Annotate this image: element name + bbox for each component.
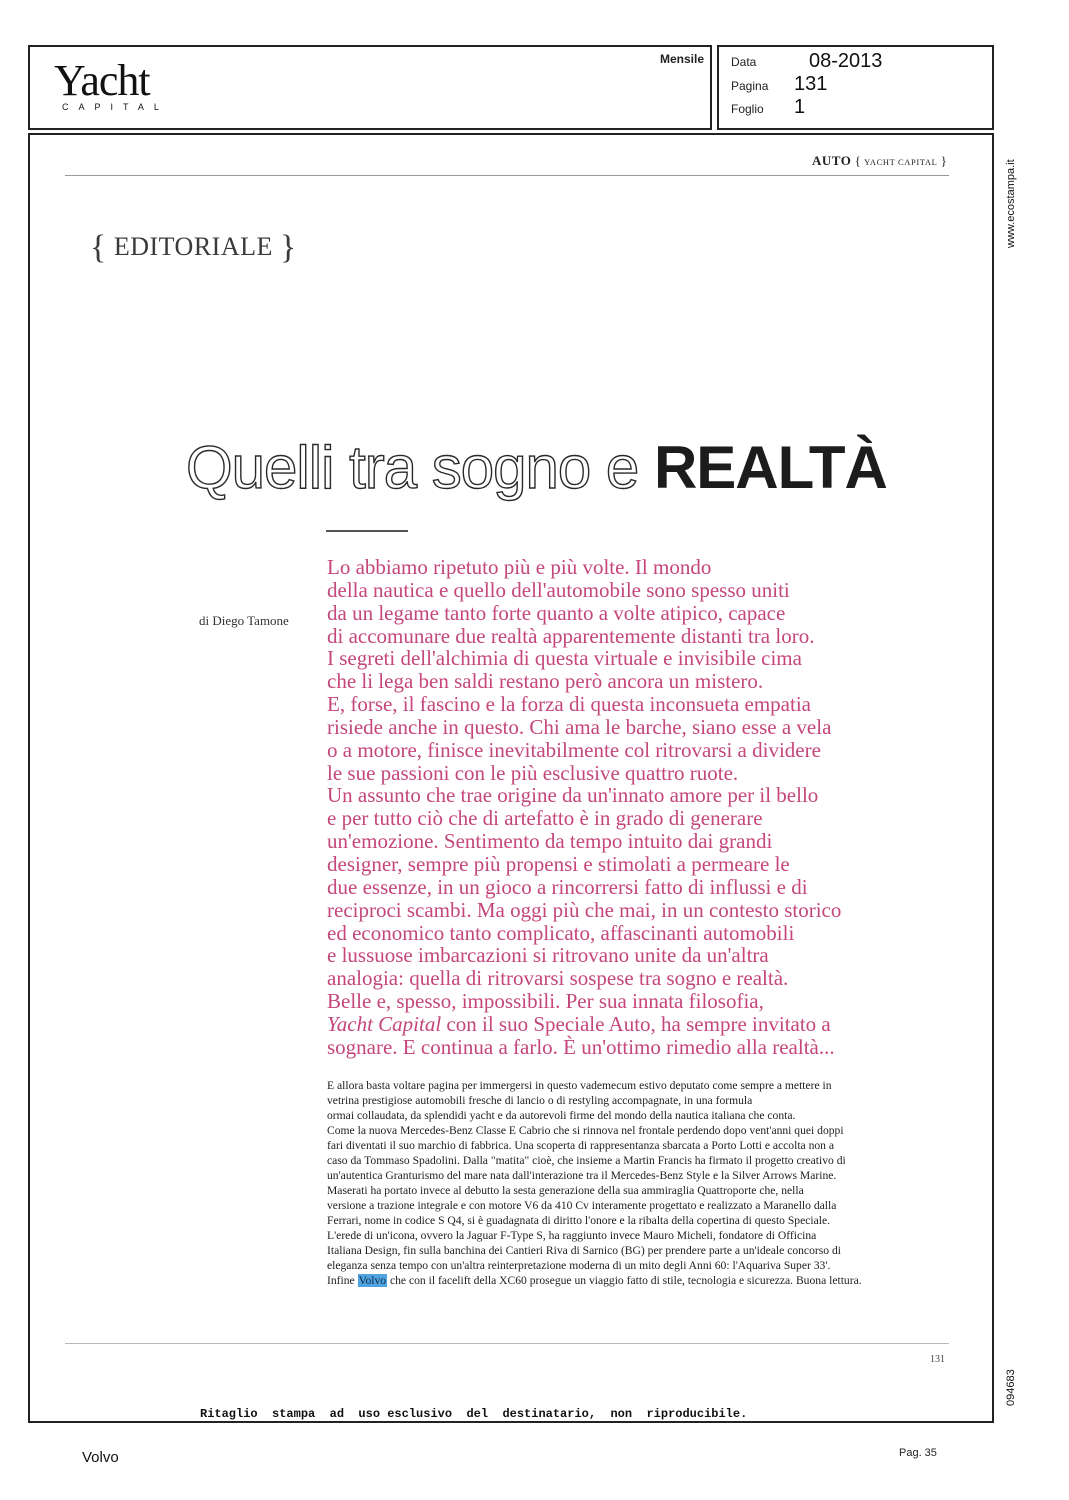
lead-line: reciproci scambi. Ma oggi più che mai, in un contesto storico xyxy=(327,897,842,922)
lead-line: ed economico tanto complicato, affascinanti automobili xyxy=(327,920,795,945)
footer-page-number: Pag. 35 xyxy=(899,1447,937,1459)
headline-light: Quelli tra sogno e xyxy=(186,434,654,501)
lead-paragraph xyxy=(327,556,967,1059)
periodicity-label: Mensile xyxy=(659,52,704,66)
sheet-value: 1 xyxy=(794,96,806,118)
body-line: Come la nuova Mercedes-Benz Classe E Cabrio che si rinnova nel frontale perdendo dopo vent'anni quei doppi xyxy=(327,1124,844,1137)
body-paragraph xyxy=(327,1078,957,1288)
clipping-info xyxy=(717,45,994,130)
side-url-text: www.ecostampa.it xyxy=(1005,159,1017,248)
lead-line: due essenze, in un gioco a rincorrersi fatto di influssi e di xyxy=(327,874,808,899)
publication-logo-subtitle: CAPITAL xyxy=(62,102,169,112)
body-line: L'erede di un'icona, ovvero la Jaguar F-Type S, ha raggiunto invece Mauro Micheli, fondatore di Officina xyxy=(327,1229,817,1242)
lead-line: designer, sempre più propensi e stimolati a permeare le xyxy=(327,851,790,876)
keyword-highlight: Volvo xyxy=(358,1274,387,1287)
lead-line: Belle e, spesso, impossibili. Per sua innata filosofia, xyxy=(327,989,764,1014)
page-label: Pagina xyxy=(731,79,769,93)
lead-line: le sue passioni con le più esclusive quattro ruote. xyxy=(327,760,739,785)
body-line: Ferrari, nome in codice S Q4, si è guadagnata di diritto l'onore e la ribalta della copertina di questo Speciale. xyxy=(327,1214,831,1227)
section-publication: YACHT CAPITAL xyxy=(864,157,938,167)
body-line: fari diventati il suo marchio di fabbrica. Una scoperta di rappresentanza sbarcata a Porto Lotti e accolta non a xyxy=(327,1139,835,1152)
footer-keyword: Volvo xyxy=(82,1449,119,1466)
body-line: versione a trazione integrale e con motore V6 da 410 Cv interamente progettato e realizzato a Maranello dalla xyxy=(327,1199,837,1212)
lead-line: da un legame tanto forte quanto a volte atipico, capace xyxy=(327,600,786,625)
lead-line: I segreti dell'alchimia di questa virtuale e invisibile cima xyxy=(327,646,802,671)
publication-header xyxy=(28,45,712,130)
body-line: caso da Tommaso Spadolini. Dalla "matita" cioè, che insieme a Martin Francis ha firmato il progetto creativo di xyxy=(327,1154,846,1167)
lead-line: Yacht Capital con il suo Speciale Auto, ha sempre invitato a xyxy=(327,1011,831,1036)
body-line: vetrina prestigiose automobili fresche di lancio o di restyling accompagnate, in una formula xyxy=(327,1094,753,1107)
body-line: eleganza senza tempo con un'altra reinterpretazione moderna di un mito degli Anni 60: l'Aquariva Super 33'. xyxy=(327,1259,831,1272)
lead-line: e lussuose imbarcazioni si ritrovano unite da un'altra xyxy=(327,943,769,968)
article-page-number: 131 xyxy=(930,1354,945,1365)
section-name: AUTO xyxy=(812,153,852,168)
publication-logo: Yacht xyxy=(54,56,150,105)
headline xyxy=(186,432,887,504)
date-label: Data xyxy=(731,55,757,69)
lead-line: sognare. E continua a farlo. È un'ottimo rimedio alla realtà... xyxy=(327,1034,835,1059)
body-line: un'autentica Granturismo del mare nata dall'interazione tra il Mercedes-Benz Style e la Silver Arrows Marine. xyxy=(327,1169,837,1182)
byline: di Diego Tamone xyxy=(199,613,289,628)
body-line: Italiana Design, fin sulla banchina dei Cantieri Riva di Sarnico (BG) per prendere parte a un'ideale concorso di xyxy=(327,1244,841,1257)
top-rule xyxy=(65,175,949,176)
lead-line: analogia: quella di ritrovarsi sospese tra sogno e realtà. xyxy=(327,966,789,991)
body-line: E allora basta voltare pagina per immergersi in questo vademecum estivo deputato come sempre a mettere in xyxy=(327,1079,832,1092)
lead-line: della nautica e quello dell'automobile sono spesso uniti xyxy=(327,577,790,602)
body-line: Maserati ha portato invece al debutto la sesta generazione della sua ammiraglia Quattroporte che, nella xyxy=(327,1184,804,1197)
lead-line: che li lega ben saldi restano però ancora un mistero. xyxy=(327,669,764,694)
section-label: AUTO { YACHT CAPITAL } xyxy=(812,153,947,168)
body-line: Infine Volvo che con il facelift della XC60 prosegue un viaggio fatto di stile, tecnologia e sicurezza. Buona lettura. xyxy=(327,1274,862,1287)
reproduction-disclaimer: Ritaglio stampa ad uso esclusivo del destinatario, non riproducibile. xyxy=(200,1407,748,1421)
lead-italic-title: Yacht Capital xyxy=(327,1011,442,1036)
lead-line: risiede anche in questo. Chi ama le barche, siano esse a vela xyxy=(327,714,832,739)
lead-line: Lo abbiamo ripetuto più e più volte. Il mondo xyxy=(327,555,712,579)
lead-line: E, forse, il fascino e la forza di questa inconsueta empatia xyxy=(327,692,811,717)
lead-line: un'emozione. Sentimento da tempo intuito dai grandi xyxy=(327,829,773,854)
lead-line: e per tutto ciò che di artefatto è in grado di generare xyxy=(327,806,763,831)
bottom-rule xyxy=(65,1343,949,1344)
headline-rule xyxy=(326,530,408,532)
kicker: { EDITORIALE } xyxy=(90,229,297,266)
date-value: 08-2013 xyxy=(809,50,883,72)
side-code-text: 094683 xyxy=(1005,1369,1017,1406)
body-line: ormai collaudata, da splendidi yacht e da autorevoli firme del mondo della nautica italiana che conta. xyxy=(327,1109,796,1122)
headline-bold: REALTÀ xyxy=(653,434,887,501)
kicker-text: EDITORIALE xyxy=(113,232,273,261)
lead-line: di accomunare due realtà apparentemente distanti tra loro. xyxy=(327,623,815,648)
lead-line: Un assunto che trae origine da un'innato amore per il bello xyxy=(327,783,819,808)
page-value: 131 xyxy=(794,73,828,95)
lead-line: o a motore, finisce inevitabilmente col ritrovarsi a dividere xyxy=(327,737,821,762)
sheet-label: Foglio xyxy=(731,102,764,116)
